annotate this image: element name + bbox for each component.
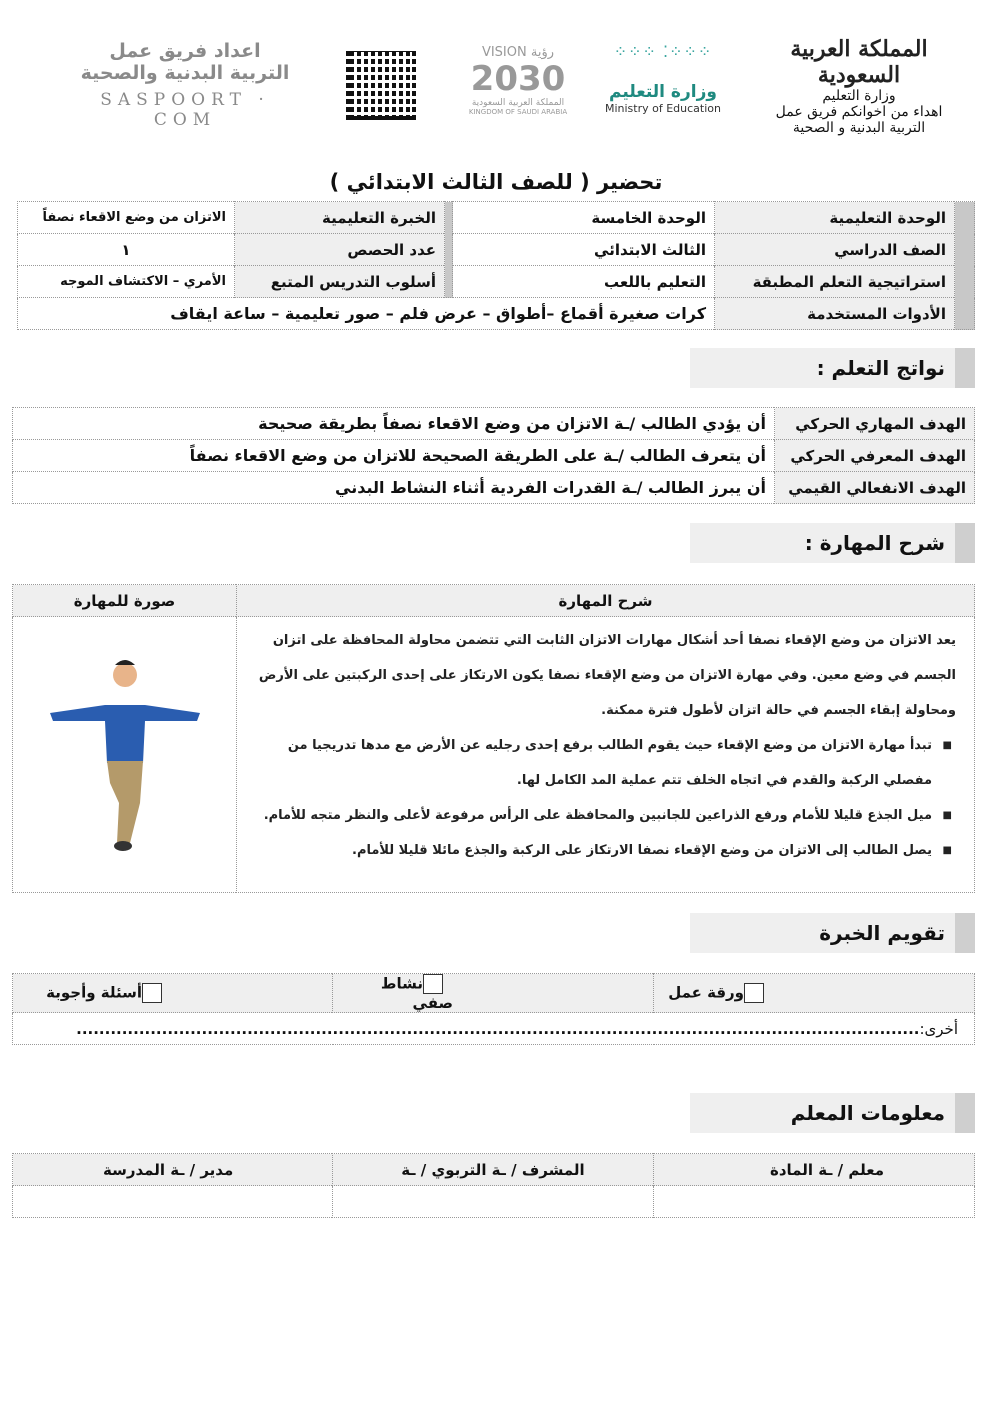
skill-intro: يعد الاتزان من وضع الإقعاء نصفا أحد أشكال مهارات الاتزان الثابت التي تتضمن محاولة المحافظة على اتزان الجسم في وضع معين. وفي مهارة الاتزان من وضع الإقعاء نصفا يكون الارتكاز على إحدى الركبتين على الأرض ومحاولة إبقاء الجسم في حالة اتزان لأطول فترة ممكنة.: [258, 633, 956, 718]
ministry-text: وزارة التعليم: [822, 88, 896, 104]
balancing-boy-illustration: [45, 653, 205, 853]
qr-code-icon: [346, 48, 416, 120]
teacher-col: معلم / ـة المادة: [654, 1154, 975, 1186]
team-logo: [65, 40, 305, 130]
table-row: [18, 298, 975, 330]
outcome-text: أن يتعرف الطالب /ـة على الطريقة الصحيحة للاتزان من وضع الاقعاء نصفاً: [13, 440, 775, 472]
other-label: أخرى:: [919, 1019, 958, 1038]
info-table: [17, 201, 975, 330]
checkbox[interactable]: [423, 974, 443, 994]
table-row: [13, 440, 975, 472]
vision-year: 2030: [470, 59, 566, 99]
skill-image: [13, 617, 237, 893]
table-row: [13, 1186, 975, 1218]
table-row: [13, 1154, 975, 1186]
strategy-label: استراتيجية التعلم المطبقة: [715, 266, 955, 298]
grade-value: الثالث الابتدائي: [453, 234, 715, 266]
dept-text: التربية البدنية و الصحية: [792, 120, 926, 136]
team-line1: اعداد فريق عمل: [109, 40, 261, 62]
vision-ar: رؤية: [530, 45, 555, 60]
vision-kingdom-ar: المملكة العربية السعودية: [471, 98, 565, 108]
team-line2: التربية البدنية والصحية: [80, 62, 290, 84]
unit-label: الوحدة التعليمية: [715, 202, 955, 234]
grade-label: الصف الدراسي: [715, 234, 955, 266]
option-label: أسئلة وأجوبة: [46, 983, 142, 1002]
option-class-activity[interactable]: [333, 974, 654, 1013]
teacher-table: [12, 1153, 975, 1218]
lessons-value: ١: [18, 234, 235, 266]
table-row: [13, 585, 975, 617]
teacher-heading: معلومات المعلم: [690, 1093, 975, 1133]
method-label: أسلوب التدريس المتبع: [235, 266, 445, 298]
moe-ar: وزارة التعليم: [609, 82, 717, 102]
kingdom-logo-text: المملكة العربية السعودية: [790, 36, 928, 88]
principal-col: مدير / ـة المدرسة: [13, 1154, 333, 1186]
evaluation-table: [12, 973, 975, 1045]
site-text: SASPOORT · COM: [100, 90, 270, 130]
exp-value: الاتزان من وضع الاقعاء نصفاً: [18, 202, 235, 234]
moe-logo: [588, 42, 738, 137]
checkbox[interactable]: [744, 983, 764, 1003]
vision-kingdom-en: KINGDOM OF SAUDI ARABIA: [468, 108, 568, 116]
table-row: [13, 472, 975, 504]
supervisor-col: المشرف / ـة التربوي / ـة: [333, 1154, 654, 1186]
vision-en: VISION: [481, 45, 527, 60]
exp-label: الخبرة التعليمية: [235, 202, 445, 234]
principal-signature-field[interactable]: [13, 1186, 333, 1218]
tools-value: كرات صغيرة أقماع –أطواق – عرض فلم – صور تعليمية – ساعة ايقاف: [18, 298, 715, 330]
table-row: [13, 617, 975, 893]
table-row: [13, 408, 975, 440]
skill-heading: شرح المهارة :: [690, 523, 975, 563]
option-label: نشاط صفي: [380, 974, 453, 1012]
skill-table: [12, 584, 975, 893]
kingdom-block: [764, 36, 954, 136]
method-value: الأمري – الاكتشاف الموجه: [18, 266, 235, 298]
tools-label: الأدوات المستخدمة: [715, 298, 955, 330]
skill-image-header: صورة للمهارة: [13, 585, 237, 617]
outcome-text: أن يؤدي الطالب /ـة الاتزان من وضع الاقعاء نصفاً بطريقة صحيحة: [13, 408, 775, 440]
table-row: [18, 234, 975, 266]
vision-logo: [458, 45, 578, 116]
skill-point: ■ يصل الطالب إلى الاتزان من وضع الإقعاء نصفا الارتكاز على الركبة والجذع مائلا قليلا للأمام.: [255, 833, 956, 868]
outcome-label: الهدف الانفعالي القيمي: [775, 472, 975, 504]
evaluation-heading: تقويم الخبرة: [690, 913, 975, 953]
outcomes-heading: نواتج التعلم :: [690, 348, 975, 388]
skill-explanation: [237, 617, 975, 893]
skill-point: ■ ميل الجذع قليلا للأمام ورفع الذراعين للجانبين والمحافظة على الرأس مرفوعة لأعلى والنظر متجه للأمام.: [255, 798, 956, 833]
table-row: [18, 266, 975, 298]
strategy-value: التعليم باللعب: [453, 266, 715, 298]
option-qa[interactable]: [13, 974, 333, 1013]
unit-value: الوحدة الخامسة: [453, 202, 715, 234]
lessons-label: عدد الحصص: [235, 234, 445, 266]
supervisor-signature-field[interactable]: [333, 1186, 654, 1218]
page-title: تحضير ( للصف الثالث الابتدائي ): [329, 170, 663, 194]
table-row: [13, 1013, 975, 1045]
outcome-text: أن يبرز الطالب /ـة القدرات الفردية أثناء النشاط البدني: [13, 472, 775, 504]
checkbox[interactable]: [142, 983, 162, 1003]
gift-text: اهداء من اخوانكم فريق عمل: [775, 104, 943, 120]
option-label: ورقة عمل: [668, 983, 744, 1002]
outcome-label: الهدف المعرفي الحركي: [775, 440, 975, 472]
table-row: [18, 202, 975, 234]
outcome-label: الهدف المهاري الحركي: [775, 408, 975, 440]
table-row: [13, 974, 975, 1013]
option-worksheet[interactable]: [654, 974, 975, 1013]
teacher-signature-field[interactable]: [654, 1186, 975, 1218]
other-field[interactable]: أخرى:....................................................................................................................................................: [13, 1013, 975, 1045]
skill-explain-header: شرح المهارة: [237, 585, 975, 617]
moe-en: Ministry of Education: [604, 102, 721, 115]
skill-point: ■ تبدأ مهارة الاتزان من وضع الإقعاء حيث يقوم الطالب برفع إحدى رجليه عن الأرض مع مدها تدريجيا من مفصلي الركبة والقدم في اتجاه الخلف تتم عملية المد الكامل لها.: [255, 728, 956, 798]
outcomes-table: [12, 407, 975, 504]
moe-dots-icon: ⁘⁘⁘ ⁚⁘⁘⁘: [613, 42, 713, 61]
